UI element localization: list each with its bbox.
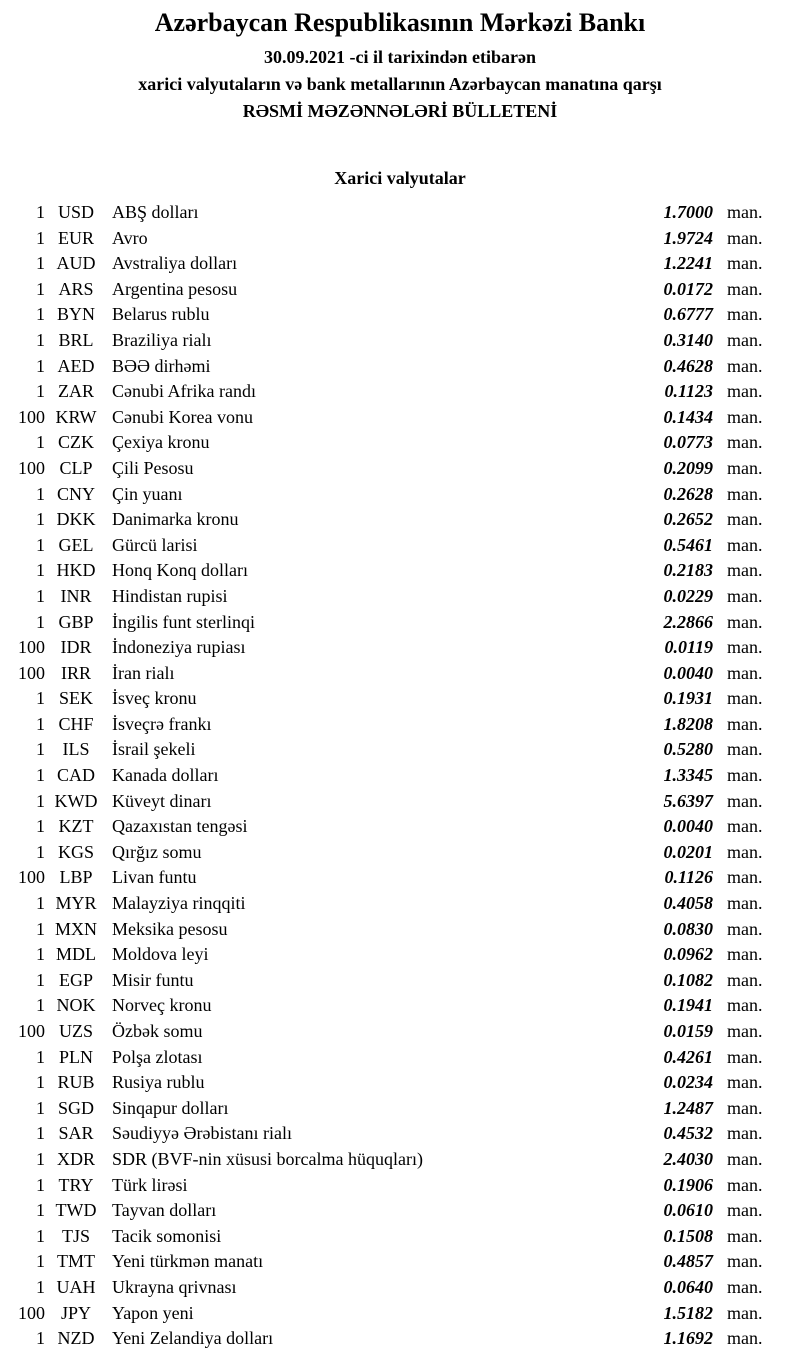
section-title-foreign-currencies: Xarici valyutalar: [334, 168, 466, 188]
currency-row: [0, 1326, 800, 1348]
currency-name: Gürcü larisi: [112, 534, 198, 555]
currency-quantity: 1: [36, 381, 45, 402]
currency-quantity: 1: [36, 1276, 45, 1297]
currency-row: [0, 635, 800, 661]
currency-code: AED: [57, 355, 95, 376]
currency-row: [0, 482, 800, 508]
bulletin-header: [0, 8, 800, 125]
currency-rate: 0.2628: [663, 483, 713, 504]
currency-row: [0, 456, 800, 482]
currency-name: Polşa zlotası: [112, 1046, 203, 1067]
currency-quantity: 100: [18, 1302, 45, 1323]
currency-row: [0, 1045, 800, 1071]
currency-unit: man.: [727, 1148, 763, 1169]
currency-name: BƏƏ dirhəmi: [112, 355, 211, 376]
currency-code: USD: [57, 202, 94, 222]
currency-name: Çili Pesosu: [112, 457, 194, 478]
currency-code: CNY: [56, 483, 95, 504]
currency-unit: man.: [727, 893, 763, 914]
currency-rate: 0.0201: [663, 841, 713, 862]
currency-row: [0, 917, 800, 943]
currency-name: Yeni türkmən manatı: [112, 1251, 264, 1272]
currency-rate: 0.1941: [663, 995, 713, 1016]
currency-rate: 0.1123: [664, 381, 713, 402]
currency-unit: man.: [727, 509, 763, 530]
currency-quantity: 1: [36, 816, 45, 837]
currency-row: [0, 737, 800, 763]
currency-unit: man.: [727, 1276, 763, 1297]
currency-rate: 1.5182: [663, 1302, 713, 1323]
currency-row: [0, 328, 800, 354]
currency-quantity: 1: [36, 483, 45, 504]
currency-quantity: 1: [36, 918, 45, 939]
currency-rate: 1.1692: [663, 1328, 713, 1348]
currency-row: [0, 277, 800, 303]
currency-unit: man.: [727, 739, 763, 760]
currency-unit: man.: [727, 944, 763, 965]
currency-code: ARS: [58, 278, 94, 299]
currency-unit: man.: [727, 816, 763, 837]
currency-row: [0, 891, 800, 917]
currency-quantity: 100: [18, 1021, 45, 1041]
currency-name: ABŞ dolları: [112, 202, 199, 222]
currency-unit: man.: [727, 560, 763, 581]
currency-rate: 0.4857: [663, 1251, 713, 1272]
currency-name: Meksika pesosu: [112, 918, 228, 939]
currency-rate: 0.0234: [663, 1072, 713, 1093]
currency-row: [0, 1096, 800, 1122]
currency-code: KGS: [57, 841, 94, 862]
currency-unit: man.: [727, 662, 763, 683]
currency-code: SGD: [57, 1097, 94, 1118]
currency-rate: 0.0830: [663, 918, 713, 939]
currency-rate: 0.1434: [663, 406, 713, 427]
bank-title: Azərbaycan Respublikasının Mərkəzi Bankı: [154, 8, 646, 37]
currency-name: İndoneziya rupiası: [112, 637, 246, 658]
currency-quantity: 1: [36, 969, 45, 990]
currency-name: Malayziya rinqqiti: [112, 893, 246, 914]
currency-row: [0, 1121, 800, 1147]
currency-rate: 0.4058: [663, 893, 713, 914]
currency-unit: man.: [727, 841, 763, 862]
currency-rate: 1.8208: [663, 713, 713, 734]
currency-name: Braziliya rialı: [112, 329, 212, 350]
currency-row: [0, 430, 800, 456]
currency-code: NOK: [56, 995, 96, 1016]
currency-code: MDL: [56, 944, 96, 965]
currency-quantity: 1: [36, 765, 45, 786]
currency-quantity: 1: [36, 611, 45, 632]
currency-row: [0, 712, 800, 738]
currency-row: [0, 558, 800, 584]
currency-row: [0, 942, 800, 968]
currency-quantity: 1: [36, 509, 45, 530]
currency-unit: man.: [727, 355, 763, 376]
currency-rate: 0.5461: [663, 534, 713, 555]
currency-rate: 0.0962: [663, 944, 713, 965]
currency-unit: man.: [727, 688, 763, 709]
currency-rate: 0.0040: [663, 662, 713, 683]
currency-rate: 0.0773: [663, 432, 713, 453]
currency-rate: 0.0172: [663, 278, 713, 299]
currency-row: [0, 354, 800, 380]
currency-code: EGP: [58, 969, 93, 990]
currency-row: [0, 533, 800, 559]
currency-rate: 0.2183: [663, 560, 713, 581]
currency-code: TJS: [61, 1225, 90, 1246]
currency-quantity: 1: [36, 1251, 45, 1272]
currency-quantity: 1: [36, 739, 45, 760]
currency-rate: 1.3345: [663, 765, 713, 786]
currency-name: Moldova leyi: [112, 944, 209, 965]
currency-rate: 1.9724: [663, 227, 713, 248]
currency-rate: 0.0159: [663, 1021, 713, 1041]
currency-quantity: 1: [36, 1328, 45, 1348]
currency-code: XDR: [56, 1148, 95, 1169]
currency-unit: man.: [727, 995, 763, 1016]
currency-code: LBP: [59, 867, 93, 888]
currency-code: DKK: [56, 509, 96, 530]
currency-rate: 0.2652: [663, 509, 713, 530]
currency-name: Honq Konq dolları: [112, 560, 248, 581]
currency-unit: man.: [727, 1200, 763, 1221]
currency-name: Avstraliya dolları: [112, 253, 238, 274]
currency-unit: man.: [727, 765, 763, 786]
currency-unit: man.: [727, 1046, 763, 1067]
currency-row: [0, 200, 800, 226]
currency-rate: 0.5280: [663, 739, 713, 760]
currency-rate: 0.3140: [663, 329, 713, 350]
currency-unit: man.: [727, 432, 763, 453]
currency-code: ZAR: [58, 381, 94, 402]
currency-name: Cənubi Afrika randı: [112, 381, 256, 402]
currency-code: KZT: [58, 816, 94, 837]
currency-unit: man.: [727, 278, 763, 299]
currency-name: Yapon yeni: [112, 1302, 194, 1323]
currency-unit: man.: [727, 406, 763, 427]
currency-unit: man.: [727, 329, 763, 350]
currency-rate: 0.4532: [663, 1123, 713, 1144]
currency-code: RUB: [57, 1072, 95, 1093]
currency-unit: man.: [727, 1097, 763, 1118]
currency-quantity: 1: [36, 1046, 45, 1067]
currency-quantity: 1: [36, 1123, 45, 1144]
currency-rate: 2.4030: [663, 1148, 713, 1169]
currency-quantity: 1: [36, 790, 45, 811]
currency-rate: 2.2866: [663, 611, 713, 632]
currency-code: GBP: [58, 611, 94, 632]
currency-row: [0, 1198, 800, 1224]
currency-quantity: 100: [18, 637, 45, 658]
currency-name: Livan funtu: [112, 867, 197, 888]
currency-unit: man.: [727, 1225, 763, 1246]
currency-code: CZK: [58, 432, 94, 453]
currency-code: SEK: [58, 688, 93, 709]
currency-unit: man.: [727, 1302, 763, 1323]
currency-unit: man.: [727, 253, 763, 274]
currency-code: MXN: [54, 918, 97, 939]
currency-row: [0, 968, 800, 994]
currency-rate: 0.0119: [664, 637, 713, 658]
currency-unit: man.: [727, 585, 763, 606]
currency-name: Hindistan rupisi: [112, 585, 228, 606]
currency-quantity: 1: [36, 253, 45, 274]
currency-name: İsveç kronu: [112, 688, 197, 709]
currency-row: [0, 507, 800, 533]
currency-quantity: 100: [18, 406, 45, 427]
currency-name: Ukrayna qrivnası: [112, 1276, 237, 1297]
currency-quantity: 100: [18, 662, 45, 683]
currency-unit: man.: [727, 304, 763, 325]
currency-name: Norveç kronu: [112, 995, 212, 1016]
currency-unit: man.: [727, 457, 763, 478]
scope-line: xarici valyutaların və bank metallarının Azərbaycan manatına qarşı: [138, 74, 662, 94]
currency-unit: man.: [727, 790, 763, 811]
currency-name: Cənubi Korea vonu: [112, 406, 253, 427]
currency-name: İran rialı: [112, 662, 175, 683]
currency-name: Tayvan dolları: [112, 1200, 217, 1221]
currency-code: BYN: [56, 304, 95, 325]
currency-quantity: 100: [18, 867, 45, 888]
currency-row: [0, 610, 800, 636]
currency-code: EUR: [58, 227, 94, 248]
currency-unit: man.: [727, 1251, 763, 1272]
currency-row: [0, 1019, 800, 1045]
currency-rate: 1.2241: [663, 253, 713, 274]
currency-unit: man.: [727, 483, 763, 504]
currency-row: [0, 226, 800, 252]
currency-row: [0, 405, 800, 431]
currency-rate: 0.4628: [663, 355, 713, 376]
currency-unit: man.: [727, 227, 763, 248]
currency-row: [0, 1224, 800, 1250]
currency-name: Sinqapur dolları: [112, 1097, 229, 1118]
currency-code: UAH: [56, 1276, 96, 1297]
currency-row: [0, 1173, 800, 1199]
currency-name: İsveçrə frankı: [112, 713, 212, 734]
currency-row: [0, 1249, 800, 1275]
currency-code: IRR: [60, 662, 91, 683]
currency-row: [0, 814, 800, 840]
currency-code: KRW: [55, 406, 97, 427]
currency-rate: 0.0229: [663, 585, 713, 606]
currency-code: CLP: [59, 457, 93, 478]
currency-name: Çin yuanı: [112, 483, 183, 504]
currency-row: [0, 993, 800, 1019]
currency-code: GEL: [58, 534, 94, 555]
bulletin-title-line: RƏSMİ MƏZƏNNƏLƏRİ BÜLLETENİ: [242, 101, 558, 121]
currency-row: [0, 840, 800, 866]
currency-row: [0, 763, 800, 789]
currency-rate: 0.4261: [663, 1046, 713, 1067]
currency-table: [0, 200, 800, 1348]
currency-rate: 0.0640: [663, 1276, 713, 1297]
currency-code: BRL: [58, 329, 94, 350]
currency-unit: man.: [727, 1328, 763, 1348]
currency-unit: man.: [727, 611, 763, 632]
currency-unit: man.: [727, 1021, 763, 1041]
currency-row: [0, 1275, 800, 1301]
currency-unit: man.: [727, 534, 763, 555]
currency-unit: man.: [727, 637, 763, 658]
currency-rate: 0.1906: [663, 1174, 713, 1195]
currency-name: SDR (BVF-nin xüsusi borcalma hüquqları): [112, 1148, 423, 1169]
currency-name: Səudiyyə Ərəbistanı rialı: [112, 1123, 292, 1144]
currency-rate: 0.1931: [663, 688, 713, 709]
currency-name: Qırğız somu: [112, 841, 202, 862]
currency-quantity: 1: [36, 713, 45, 734]
currency-unit: man.: [727, 381, 763, 402]
currency-row: [0, 1147, 800, 1173]
currency-name: Çexiya kronu: [112, 432, 210, 453]
currency-code: AUD: [56, 253, 96, 274]
currency-unit: man.: [727, 202, 763, 222]
currency-rate: 5.6397: [663, 790, 713, 811]
currency-row: [0, 379, 800, 405]
currency-name: Misir funtu: [112, 969, 194, 990]
currency-name: Avro: [112, 227, 148, 248]
currency-quantity: 1: [36, 893, 45, 914]
currency-quantity: 1: [36, 304, 45, 325]
currency-code: NZD: [57, 1328, 95, 1348]
currency-code: MYR: [55, 893, 97, 914]
currency-row: [0, 686, 800, 712]
currency-unit: man.: [727, 969, 763, 990]
currency-name: İngilis funt sterlinqi: [112, 611, 255, 632]
currency-name: Rusiya rublu: [112, 1072, 205, 1093]
currency-code: IDR: [60, 637, 92, 658]
currency-row: [0, 789, 800, 815]
currency-name: Türk lirəsi: [112, 1174, 188, 1195]
currency-quantity: 1: [36, 1072, 45, 1093]
currency-quantity: 1: [36, 1225, 45, 1246]
currency-quantity: 1: [36, 995, 45, 1016]
currency-row: [0, 865, 800, 891]
currency-rate: 0.1082: [663, 969, 713, 990]
currency-quantity: 1: [36, 944, 45, 965]
currency-quantity: 1: [36, 585, 45, 606]
currency-code: TWD: [55, 1200, 97, 1221]
currency-code: JPY: [60, 1302, 91, 1323]
currency-row: [0, 1070, 800, 1096]
currency-quantity: 1: [36, 202, 45, 222]
currency-name: Kanada dolları: [112, 765, 219, 786]
currency-rate: 0.2099: [663, 457, 713, 478]
currency-name: Yeni Zelandiya dolları: [112, 1328, 274, 1348]
currency-rate: 0.0040: [663, 816, 713, 837]
currency-unit: man.: [727, 867, 763, 888]
currency-unit: man.: [727, 1174, 763, 1195]
currency-unit: man.: [727, 1123, 763, 1144]
currency-code: CAD: [56, 765, 95, 786]
currency-quantity: 1: [36, 841, 45, 862]
currency-quantity: 1: [36, 1148, 45, 1169]
currency-rate: 1.7000: [663, 202, 713, 222]
currency-quantity: 1: [36, 1200, 45, 1221]
currency-rate: 0.1508: [663, 1225, 713, 1246]
currency-row: [0, 302, 800, 328]
currency-code: UZS: [58, 1021, 93, 1041]
currency-row: [0, 584, 800, 610]
currency-quantity: 1: [36, 1097, 45, 1118]
currency-code: PLN: [58, 1046, 93, 1067]
currency-quantity: 1: [36, 1174, 45, 1195]
currency-name: Qazaxıstan tengəsi: [112, 816, 248, 837]
currency-name: İsrail şekeli: [112, 739, 196, 760]
currency-code: INR: [60, 585, 92, 606]
currency-code: KWD: [54, 790, 98, 811]
currency-code: CHF: [58, 713, 94, 734]
currency-quantity: 1: [36, 432, 45, 453]
currency-quantity: 1: [36, 560, 45, 581]
currency-rate: 0.1126: [664, 867, 713, 888]
effective-date-line: 30.09.2021 -ci il tarixindən etibarən: [264, 47, 536, 67]
currency-unit: man.: [727, 1072, 763, 1093]
currency-code: TMT: [57, 1251, 95, 1272]
currency-name: Danimarka kronu: [112, 509, 239, 530]
currency-name: Küveyt dinarı: [112, 790, 212, 811]
currency-code: TRY: [58, 1174, 94, 1195]
currency-unit: man.: [727, 918, 763, 939]
currency-row: [0, 251, 800, 277]
currency-rate: 1.2487: [663, 1097, 713, 1118]
currency-quantity: 1: [36, 227, 45, 248]
currency-code: HKD: [56, 560, 96, 581]
currency-name: Argentina pesosu: [112, 278, 238, 299]
currency-name: Belarus rublu: [112, 304, 210, 325]
currency-rate: 0.0610: [663, 1200, 713, 1221]
currency-row: [0, 661, 800, 687]
currency-quantity: 100: [18, 457, 45, 478]
currency-code: SAR: [58, 1123, 94, 1144]
currency-quantity: 1: [36, 278, 45, 299]
currency-name: Özbək somu: [112, 1021, 203, 1041]
currency-name: Tacik somonisi: [112, 1225, 222, 1246]
currency-rate: 0.6777: [663, 304, 713, 325]
currency-quantity: 1: [36, 329, 45, 350]
currency-quantity: 1: [36, 688, 45, 709]
currency-row: [0, 1301, 800, 1327]
currency-quantity: 1: [36, 534, 45, 555]
currency-unit: man.: [727, 713, 763, 734]
currency-quantity: 1: [36, 355, 45, 376]
currency-code: ILS: [62, 739, 90, 760]
